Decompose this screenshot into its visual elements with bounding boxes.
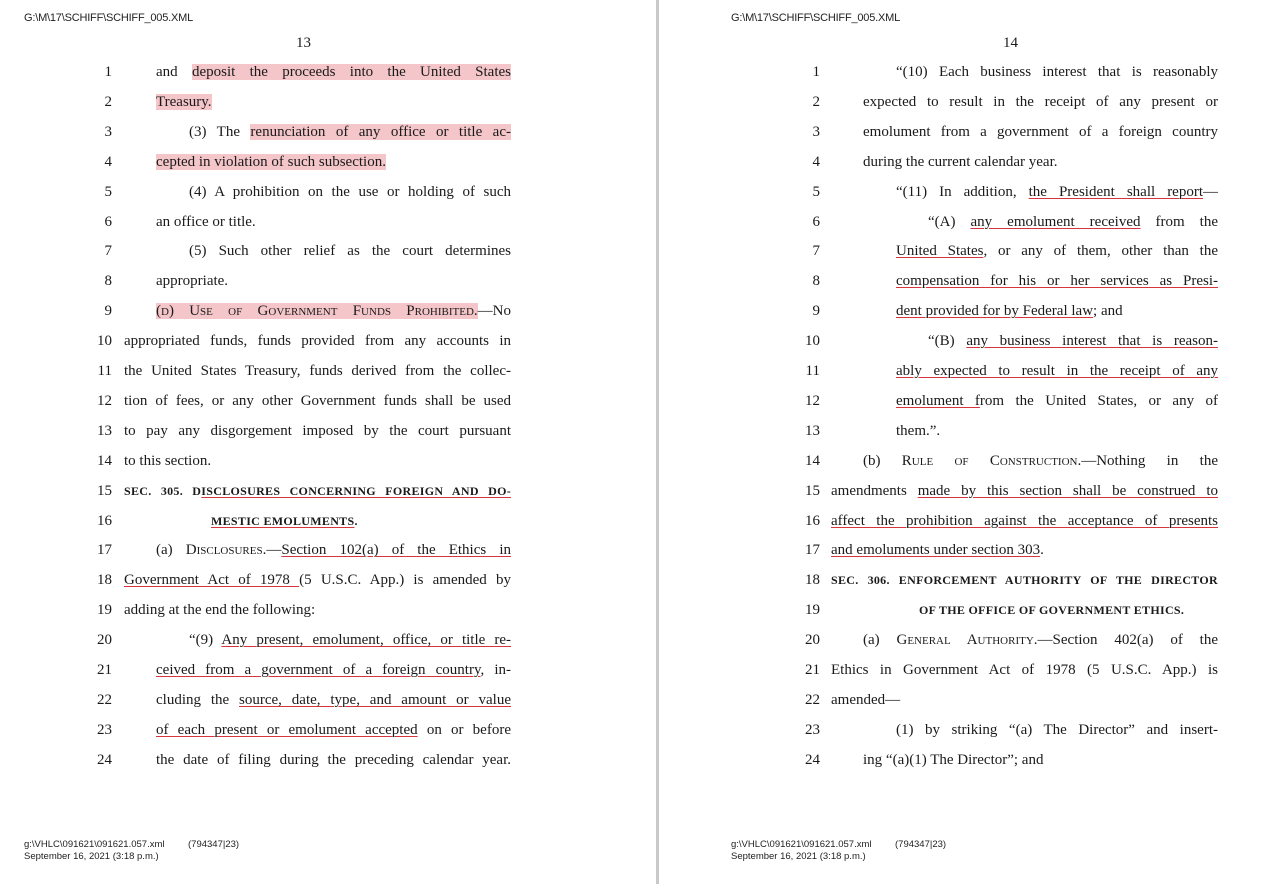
- footer-file-path: g:\VHLC\091621\091621.057.xml: [24, 839, 165, 850]
- line-text: [124, 476, 511, 506]
- text-segment: “(9): [189, 632, 222, 649]
- line-number: 16: [97, 512, 112, 529]
- line-text: [831, 565, 1218, 595]
- line-text: [863, 147, 1218, 177]
- text-segment: emolument from a government of a foreign country: [863, 123, 1218, 140]
- line-text: [919, 595, 1218, 625]
- text-segment: ; and: [1093, 303, 1123, 320]
- text-segment: “(11) In addition,: [896, 183, 1029, 200]
- text-segment: .: [1040, 542, 1044, 559]
- line-text: [156, 57, 511, 87]
- footer-document-id: (794347|23): [895, 839, 947, 850]
- underlined-text: ceived from a government of a foreign country: [156, 662, 481, 678]
- text-segment: .: [354, 513, 358, 528]
- underlined-text: the President shall report: [1028, 183, 1204, 200]
- line-number: 24: [805, 751, 820, 768]
- line-text: [156, 266, 511, 296]
- line-text: [896, 57, 1218, 87]
- page-number: 13: [296, 35, 311, 51]
- line-number: 10: [97, 333, 112, 350]
- text-line: [0, 147, 656, 177]
- line-text: [189, 177, 511, 207]
- text-line: [0, 207, 656, 237]
- page-footer: [731, 839, 947, 863]
- line-text: [863, 446, 1218, 476]
- underlined-text: Section 102(a) of the Ethics in: [281, 542, 511, 559]
- line-number: 20: [97, 632, 112, 649]
- text-segment: (5) Such other relief as the court determines: [189, 243, 511, 260]
- page-divider: [656, 0, 659, 884]
- line-number: 18: [97, 572, 112, 589]
- text-line: [660, 535, 1280, 565]
- line-number: 7: [812, 243, 820, 260]
- line-text: [156, 655, 511, 685]
- line-text: [896, 177, 1218, 207]
- text-segment: the date of filing during the preceding calendar year.: [156, 751, 511, 768]
- line-number: 18: [805, 572, 820, 589]
- text-segment: an office or title.: [156, 213, 256, 230]
- line-text: [896, 715, 1218, 745]
- line-text: [156, 535, 511, 565]
- line-text: [896, 296, 1218, 326]
- text-line: [0, 565, 656, 595]
- line-number: 16: [805, 512, 820, 529]
- underlined-text: United States: [896, 243, 984, 260]
- line-text: [124, 565, 511, 595]
- line-number: 11: [805, 363, 820, 379]
- line-number: 1: [104, 64, 112, 80]
- text-line: [660, 595, 1280, 625]
- text-segment: the United States Treasury, funds derived from the collec-: [124, 363, 511, 379]
- text-line: [0, 177, 656, 207]
- text-line: [660, 87, 1280, 117]
- text-segment: SEC. 306. ENFORCEMENT AUTHORITY OF THE DIRECTOR: [831, 573, 1218, 588]
- text-line: [0, 87, 656, 117]
- text-line: [0, 236, 656, 266]
- text-line: [660, 57, 1280, 87]
- line-text: [124, 326, 511, 356]
- text-segment: —No: [477, 303, 511, 320]
- line-text: [896, 266, 1218, 296]
- text-line: [660, 296, 1280, 326]
- text-segment: on or before: [417, 721, 511, 738]
- line-number: 2: [104, 93, 112, 110]
- line-number: 13: [805, 422, 820, 439]
- text-line: [660, 266, 1280, 296]
- line-text: [156, 685, 511, 715]
- text-line: [660, 446, 1280, 476]
- underlined-text: source, date, type, and amount or value: [239, 691, 511, 708]
- text-segment: during the current calendar year.: [863, 153, 1058, 170]
- text-line: [0, 296, 656, 326]
- line-number: 12: [805, 392, 820, 409]
- text-segment: to pay any disgorgement imposed by the court pursuant: [124, 422, 511, 439]
- line-text: [124, 595, 511, 625]
- text-line: [660, 386, 1280, 416]
- text-line: [0, 476, 656, 506]
- text-line: [0, 535, 656, 565]
- footer-date: September 16, 2021 (3:18 p.m.): [731, 851, 866, 862]
- line-number: 21: [805, 662, 820, 678]
- line-text: [831, 655, 1218, 685]
- line-number: 8: [812, 273, 820, 290]
- line-text: [124, 446, 511, 476]
- text-segment: appropriate.: [156, 273, 229, 290]
- underlined-text: ISCLOSURES CONCERNING FOREIGN AND DO-: [201, 483, 512, 498]
- document-page-14: [660, 0, 1280, 884]
- text-line: [0, 685, 656, 715]
- underlined-text: of each present or emolument accepted: [156, 721, 418, 738]
- line-text: [124, 356, 511, 386]
- line-text: [124, 386, 511, 416]
- line-number: 24: [97, 751, 112, 768]
- text-line: [0, 655, 656, 685]
- text-segment: and: [156, 64, 192, 80]
- text-line: [0, 625, 656, 655]
- underlined-text: affect the prohibition against the acceptance of presents: [831, 512, 1218, 529]
- line-text: [156, 207, 511, 237]
- line-text: [211, 506, 511, 536]
- line-number: 21: [97, 662, 112, 678]
- text-segment: (4) A prohibition on the use or holding of such: [189, 183, 511, 200]
- text-segment: amendments: [831, 482, 918, 499]
- text-segment: SEC. 305. D: [124, 483, 202, 498]
- text-line: [660, 147, 1280, 177]
- underlined-text: and emoluments under section 303: [831, 542, 1041, 559]
- text-line: [660, 506, 1280, 536]
- underlined-text: MESTIC EMOLUMENTS: [211, 513, 355, 528]
- underlined-text: dent provided for by Federal law: [896, 303, 1094, 320]
- highlighted-text: cepted in violation of such subsection.: [156, 153, 386, 170]
- text-line: [0, 356, 656, 386]
- line-number: 15: [805, 482, 820, 499]
- text-line: [0, 715, 656, 745]
- line-number: 14: [805, 452, 820, 469]
- line-text: [896, 356, 1218, 386]
- underlined-text: ably expected to result in the receipt of any: [896, 363, 1218, 379]
- line-number: 22: [97, 691, 112, 708]
- line-number: 9: [104, 303, 112, 320]
- text-line: [0, 117, 656, 147]
- footer-document-id: (794347|23): [188, 839, 240, 850]
- line-number: 1: [812, 64, 820, 80]
- text-line: [660, 207, 1280, 237]
- line-text: [156, 745, 511, 775]
- line-number: 8: [104, 273, 112, 290]
- text-segment: ing “(a)(1) The Director”; and: [863, 751, 1044, 768]
- highlighted-text: (d) Use of Government Funds Prohibited.: [156, 303, 478, 320]
- header-file-path: G:\M\17\SCHIFF\SCHIFF_005.XML: [731, 12, 901, 24]
- line-text: [156, 296, 511, 326]
- line-number: 15: [97, 482, 112, 499]
- underlined-text: emolument f: [896, 392, 980, 409]
- text-segment: appropriated funds, funds provided from any accounts in: [124, 333, 511, 350]
- line-number: 14: [97, 452, 112, 469]
- line-number: 23: [97, 721, 112, 738]
- text-segment: (5 U.S.C. App.) is amended by: [299, 572, 511, 589]
- line-number: 4: [812, 153, 820, 170]
- text-segment: cluding the: [156, 691, 240, 708]
- line-number: 4: [104, 153, 112, 170]
- line-text: [928, 207, 1218, 237]
- line-text: [156, 147, 511, 177]
- text-line: [660, 625, 1280, 655]
- text-segment: (a): [863, 632, 897, 649]
- highlighted-text: deposit the proceeds into the United States: [191, 64, 511, 80]
- header-file-path: G:\M\17\SCHIFF\SCHIFF_005.XML: [24, 12, 194, 24]
- line-number: 6: [104, 213, 112, 230]
- text-segment: Disclosures.: [185, 542, 267, 559]
- line-number: 13: [97, 422, 112, 439]
- text-line: [660, 565, 1280, 595]
- underlined-text: Government Act of 1978: [124, 572, 300, 589]
- text-segment: —Nothing in the: [1081, 452, 1218, 469]
- text-line: [660, 685, 1280, 715]
- line-number: 20: [805, 632, 820, 649]
- text-line: [660, 177, 1280, 207]
- text-segment: from the: [1140, 213, 1219, 230]
- line-text: [189, 117, 511, 147]
- line-number: 6: [812, 213, 820, 230]
- text-segment: —: [1203, 183, 1219, 200]
- text-line: [0, 506, 656, 536]
- text-segment: —Section 402(a) of the: [1037, 632, 1219, 649]
- text-segment: tion of fees, or any other Government funds shall be used: [124, 392, 511, 409]
- line-text: [189, 236, 511, 266]
- underlined-text: any business interest that is reason-: [966, 333, 1218, 350]
- text-segment: rom the United States, or any of: [979, 392, 1218, 409]
- text-line: [0, 416, 656, 446]
- text-line: [660, 715, 1280, 745]
- text-segment: them.”.: [896, 422, 941, 439]
- text-segment: “(B): [928, 333, 967, 350]
- text-line: [660, 416, 1280, 446]
- text-segment: to this section.: [124, 452, 212, 469]
- line-number: 10: [805, 333, 820, 350]
- text-segment: OF THE OFFICE OF GOVERNMENT ETHICS.: [919, 603, 1185, 618]
- line-text: [831, 535, 1218, 565]
- text-line: [0, 326, 656, 356]
- line-text: [156, 715, 511, 745]
- highlighted-text: renunciation of any office or title ac-: [250, 123, 511, 140]
- line-text: [896, 236, 1218, 266]
- line-text: [928, 326, 1218, 356]
- line-number: 3: [812, 123, 820, 140]
- text-segment: (a): [156, 542, 186, 559]
- text-line: [660, 236, 1280, 266]
- text-line: [0, 595, 656, 625]
- underlined-text: Any present, emolument, office, or title re-: [221, 632, 512, 649]
- line-text: [189, 625, 511, 655]
- footer-file-path: g:\VHLC\091621\091621.057.xml: [731, 839, 872, 850]
- page-footer: [24, 839, 240, 863]
- line-text: [831, 476, 1218, 506]
- text-segment: “(10) Each business interest that is reasonably: [896, 64, 1218, 80]
- text-segment: (1) by striking “(a) The Director” and insert-: [896, 721, 1218, 738]
- underlined-text: compensation for his or her services as Presi-: [896, 273, 1218, 290]
- text-segment: (b): [863, 452, 902, 469]
- line-text: [156, 87, 511, 117]
- line-text: [863, 745, 1218, 775]
- line-number: 9: [812, 303, 820, 320]
- line-number: 7: [104, 243, 112, 260]
- footer-date: September 16, 2021 (3:18 p.m.): [24, 851, 159, 862]
- line-number: 23: [805, 721, 820, 738]
- line-number: 12: [97, 392, 112, 409]
- text-segment: Rule of Construction.: [901, 452, 1082, 469]
- text-segment: , in-: [480, 662, 511, 678]
- line-number: 5: [104, 183, 112, 200]
- text-segment: expected to result in the receipt of any present or: [863, 93, 1218, 110]
- line-number: 17: [805, 542, 820, 559]
- text-line: [660, 745, 1280, 775]
- text-line: [660, 326, 1280, 356]
- text-line: [660, 356, 1280, 386]
- text-segment: —: [266, 542, 282, 559]
- line-text: [896, 416, 1218, 446]
- page-number: 14: [1003, 35, 1018, 51]
- line-number: 19: [97, 602, 112, 619]
- line-number: 22: [805, 691, 820, 708]
- text-segment: (3) The: [189, 123, 251, 140]
- line-number: 2: [812, 93, 820, 110]
- text-segment: Ethics in Government Act of 1978 (5 U.S.C. App.) is: [831, 662, 1218, 678]
- text-segment: , or any of them, other than the: [983, 243, 1218, 260]
- line-text: [863, 625, 1218, 655]
- line-text: [896, 386, 1218, 416]
- text-line: [0, 266, 656, 296]
- text-line: [660, 117, 1280, 147]
- text-line: [660, 655, 1280, 685]
- highlighted-text: Treasury.: [156, 93, 212, 110]
- line-number: 11: [97, 363, 112, 379]
- line-text: [863, 117, 1218, 147]
- line-text: [863, 87, 1218, 117]
- text-segment: adding at the end the following:: [124, 602, 316, 619]
- text-segment: amended—: [831, 691, 901, 708]
- text-segment: General Authority.: [896, 632, 1038, 649]
- line-number: 3: [104, 123, 112, 140]
- text-line: [0, 745, 656, 775]
- line-text: [124, 416, 511, 446]
- line-text: [831, 506, 1218, 536]
- text-segment: “(A): [928, 213, 971, 230]
- line-number: 5: [812, 183, 820, 200]
- text-line: [660, 476, 1280, 506]
- underlined-text: any emolument received: [970, 213, 1141, 230]
- line-text: [831, 685, 1218, 715]
- line-number: 19: [805, 602, 820, 619]
- text-line: [0, 386, 656, 416]
- text-line: [0, 57, 656, 87]
- text-line: [0, 446, 656, 476]
- underlined-text: made by this section shall be construed to: [917, 482, 1218, 499]
- line-number: 17: [97, 542, 112, 559]
